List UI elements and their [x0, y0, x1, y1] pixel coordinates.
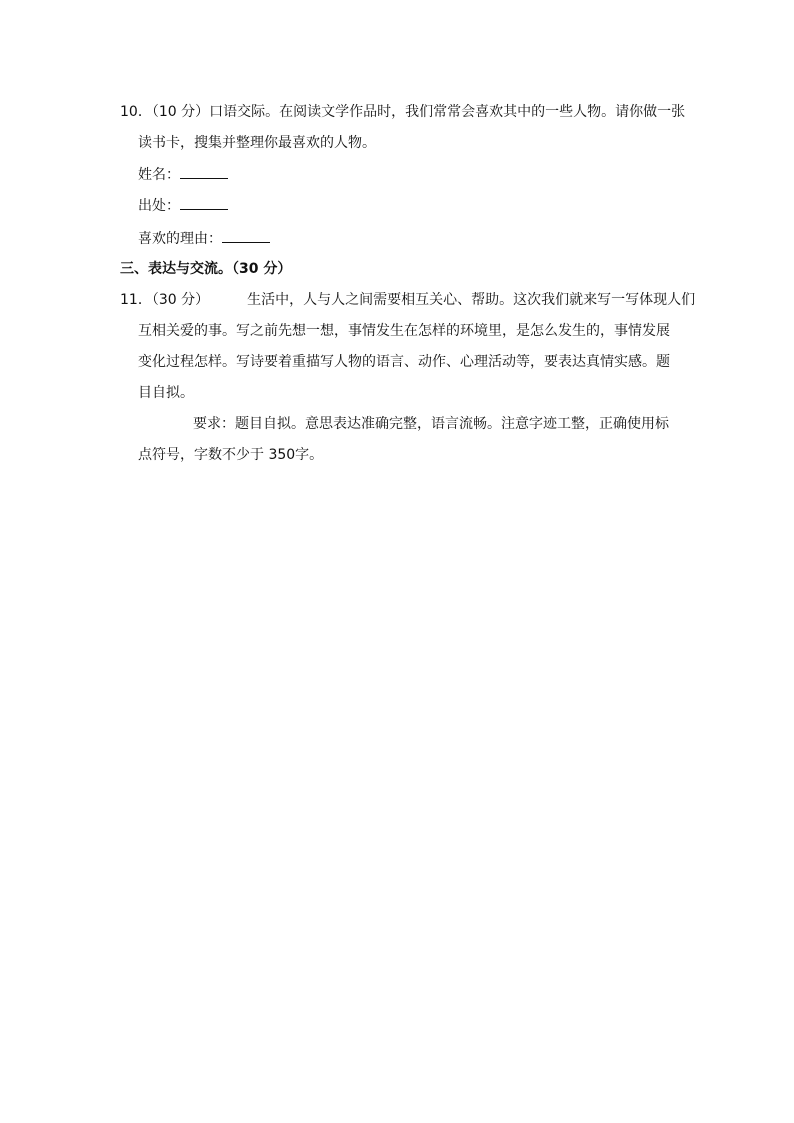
- source-blank[interactable]: [180, 195, 228, 210]
- reason-label: 喜欢的理由：: [138, 231, 222, 247]
- q11-requirement-line1: 要求：题目自拟。意思表达准确完整，语言流畅。注意字迹工整，正确使用标: [193, 416, 669, 432]
- reason-field: [138, 228, 270, 249]
- name-field: [138, 164, 228, 185]
- q10-line2: 读书卡，搜集并整理你最喜欢的人物。: [138, 135, 376, 151]
- source-field: [138, 195, 228, 216]
- q11-line4: 目自拟。: [138, 385, 194, 401]
- q11-requirement-line2: 点符号，字数不少于 350字。: [138, 447, 324, 463]
- section-heading: 三、表达与交流。（30 分）: [120, 261, 292, 277]
- name-label: 姓名：: [138, 167, 180, 183]
- q11-line1: [120, 290, 695, 310]
- reason-blank[interactable]: [222, 228, 270, 243]
- name-blank[interactable]: [180, 164, 228, 179]
- source-label: 出处：: [138, 198, 180, 214]
- q10-line1: 10．（10 分）口语交际。在阅读文学作品时，我们常常会喜欢其中的一些人物。请你做一张: [120, 104, 686, 120]
- q11-number: 11．（30 分）: [120, 292, 210, 308]
- q11-line3: 变化过程怎样。写诗要着重描写人物的语言、动作、心理活动等，要表达真情实感。题: [138, 354, 670, 370]
- q11-line1-text: 生活中，人与人之间需要相互关心、帮助。这次我们就来写一写体现人们: [247, 292, 696, 308]
- q11-line2: 互相关爱的事。写之前先想一想，事情发生在怎样的环境里，是怎么发生的，事情发展: [138, 323, 670, 339]
